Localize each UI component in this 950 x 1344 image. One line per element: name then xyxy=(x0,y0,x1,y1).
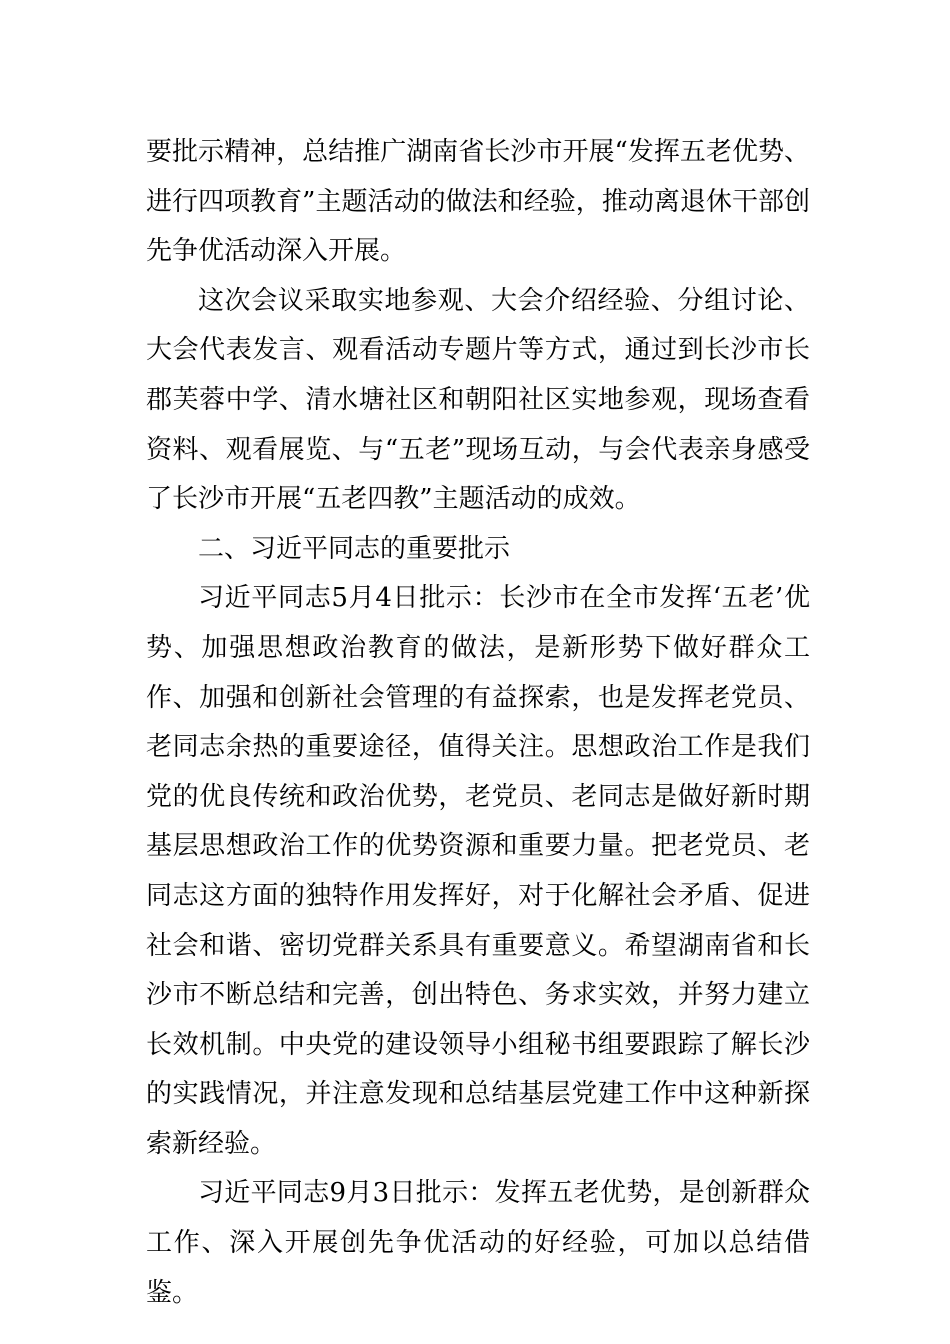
paragraph-continuation: 要批示精神，总结推广湖南省长沙市开展“发挥五老优势、进行四项教育”主题活动的做法和经验，推动离退休干部创先争优活动深入开展。 xyxy=(146,137,810,267)
paragraph-instruction-september: 习近平同志9月3日批示：发挥五老优势，是创新群众工作、深入开展创先争优活动的好经验，可加以总结借鉴。 xyxy=(146,1178,810,1308)
section-heading: 二、习近平同志的重要批示 xyxy=(198,533,511,564)
paragraph-meeting-format: 这次会议采取实地参观、大会介绍经验、分组讨论、大会代表发言、观看活动专题片等方式，通过到长沙市长郡芙蓉中学、清水塘社区和朝阳社区实地参观，现场查看资料、观看展览、与“五老”现场互动，与会代表亲身感受了长沙市开展“五老四教”主题活动的成效。 xyxy=(146,285,810,515)
paragraph-instruction-may: 习近平同志5月4日批示：长沙市在全市发挥‘五老’优势、加强思想政治教育的做法，是新形势下做好群众工作、加强和创新社会管理的有益探索，也是发挥老党员、老同志余热的重要途径，值得关注。思想政治工作是我们党的优良传统和政治优势，老党员、老同志是做好新时期基层思想政治工作的优势资源和重要力量。把老党员、老同志这方面的独特作用发挥好，对于化解社会矛盾、促进社会和谐、密切党群关系具有重要意义。希望湖南省和长沙市不断总结和完善，创出特色、务求实效，并努力建立长效机制。中央党的建设领导小组秘书组要跟踪了解长沙的实践情况，并注意发现和总结基层党建工作中这种新探索新经验。 xyxy=(146,583,810,1159)
document-body xyxy=(146,128,810,1318)
